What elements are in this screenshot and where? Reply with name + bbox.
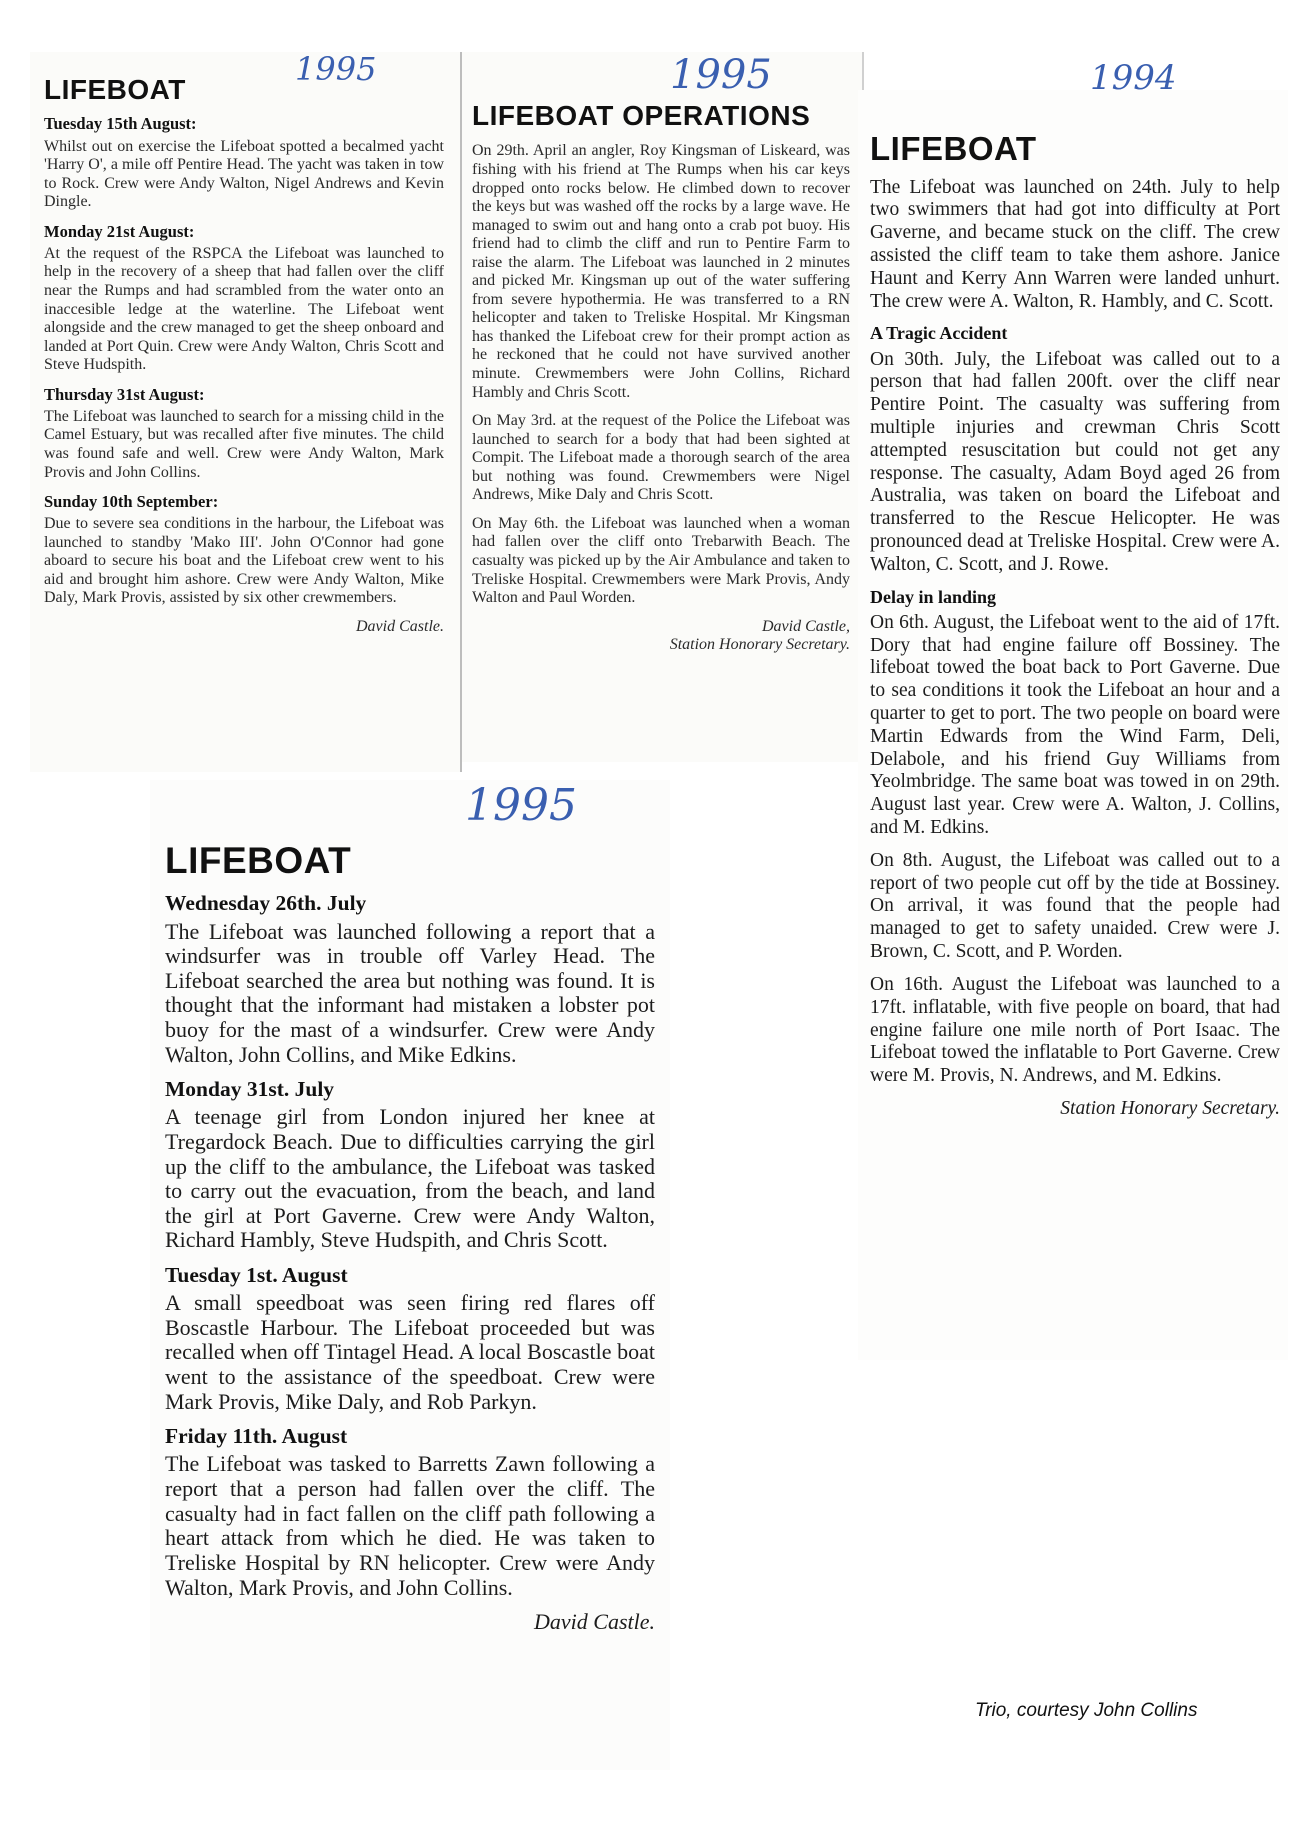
entry-text: On May 6th. the Lifeboat was launched when a woman had fallen over the cliff onto Trebarwith Beach. The casualty was picked up by the Air Ambulance and taken to Treliske Hospital. Crewmembers were Mark Provis, Andy Walton and Paul Worden. [472, 514, 850, 607]
clipping-body [165, 840, 655, 1635]
handwritten-year-note: 1995 [670, 52, 772, 98]
entry-date: Tuesday 15th August: [44, 114, 197, 134]
handwritten-year-note: 1995 [295, 50, 377, 88]
entry-date: Tuesday 1st. August [165, 1263, 348, 1288]
entry-date: Sunday 10th September: [44, 492, 219, 512]
clipping-1994 [858, 90, 1288, 1360]
entry-text: On 29th. April an angler, Roy Kingsman of Liskeard, was fishing with his friend at The Rumps when his car keys dropped onto rocks below. He climbed down to recover the keys but was washed off the rocks by a large wave. He managed to swim out and hang onto a crab pot buoy. His friend had to climb the cliff and run to Pentire Farm to raise the alarm. The Lifeboat was launched in 2 minutes and picked Mr. Kingsman up out of the water suffering from severe hypothermia. He was transferred to a RN helicopter and taken to Treliske Hospital. Mr Kingsman has thanked the Lifeboat crew for their prompt action as he reckoned that he could not have survived another minute. Crewmembers were John Collins, Richard Hambly and Chris Scott. [472, 142, 850, 401]
entry-text: On May 3rd. at the request of the Police the Lifeboat was launched to search for a body that had been sighted at Compit. The Lifeboat made a thorough search of the area but nothing was found. Crewmembers were Nigel Andrews, Mike Daly and Chris Scott. [472, 412, 850, 504]
entry-text: The Lifeboat was launched following a report that a windsurfer was in trouble off Varley Head. The Lifeboat searched the area but nothing was found. It is thought that the informant had mistaken a lobster pot buoy for the mast of a windsurfer. Crew were Andy Walton, John Collins, and Mike Edkins. [165, 918, 655, 1067]
entry-text: At the request of the RSPCA the Lifeboat was launched to help in the recovery of a sheep that had fallen over the cliff near the Rumps and had scrambled from the water onto an inaccesible ledge at the waterline. The Lifeboat went alongside and the crew managed to get the sheep onboard and landed at Port Quin. Crew were Andy Walton, Chris Scott and Steve Hudspith. [44, 244, 444, 374]
entry-text: The Lifeboat was tasked to Barretts Zawn following a report that a person had fallen over the cliff. The casualty had in fact fallen on the cliff path following a heart attack from which he died. He was taken to Treliske Hospital by RN helicopter. Crew were Andy Walton, Mark Provis, and John Collins. [165, 1451, 655, 1600]
clipping-1995-august [30, 52, 462, 772]
clipping-body [44, 74, 444, 636]
section-heading: Delay in landing [870, 586, 997, 607]
clipping-title: LIFEBOAT [165, 840, 352, 881]
entry-text: On 8th. August, the Lifeboat was called out to a report of two people cut off by the tide at Bossiney. On arrival, it was found that the people had managed to get to safety unaided. Crew were J. Brown, C. Scott, and P. Worden. [870, 849, 1280, 963]
handwritten-year-note: 1994 [1090, 58, 1177, 98]
entry-text: A small speedboat was seen firing red flares off Boscastle Harbour. The Lifeboat proceeded but was recalled when off Tintagel Head. A local Boscastle boat went to the assistance of the speedboat. Crew were Mark Provis, Mike Daly, and Rob Parkyn. [165, 1290, 655, 1414]
entry-date: Monday 31st. July [165, 1077, 335, 1102]
entry-text: A teenage girl from London injured her knee at Tregardock Beach. Due to difficulties carrying the girl up the cliff to the ambulance, the Lifeboat was tasked to carry out the evacuation, from the beach, and land the girl at Port Gaverne. Crew were Andy Walton, Richard Hambly, Steve Hudspith, and Chris Scott. [165, 1104, 655, 1253]
entry-date: Wednesday 26th. July [165, 891, 367, 916]
signature: David Castle. [534, 1609, 655, 1635]
entry-text: On 16th. August the Lifeboat was launched to a 17ft. inflatable, with five people on board, that had engine failure one mile north of Port Isaac. The Lifeboat towed the inflatable to Port Gaverne. Crew were M. Provis, N. Andrews, and M. Edkins. [870, 973, 1280, 1087]
entry-text: The Lifeboat was launched to search for a missing child in the Camel Estuary, but was recalled after five minutes. The child was found safe and well. Crew were Andy Walton, Mark Provis and John Collins. [44, 407, 444, 481]
entry-date: Friday 11th. August [165, 1424, 348, 1449]
entry-text: Whilst out on exercise the Lifeboat spotted a becalmed yacht 'Harry O', a mile off Pentire Head. The yacht was taken in tow to Rock. Crew were Andy Walton, Nigel Andrews and Kevin Dingle. [44, 137, 444, 211]
clipping-body [472, 100, 850, 655]
handwritten-year-note: 1995 [465, 780, 577, 831]
clipping-title: LIFEBOAT [870, 130, 1037, 167]
clipping-title: LIFEBOAT OPERATIONS [472, 100, 811, 131]
signature-role: Station Honorary Secretary. [1060, 1097, 1280, 1119]
clipping-title: LIFEBOAT [44, 74, 186, 105]
section-heading: A Tragic Accident [870, 323, 1008, 344]
signature: David Castle. [356, 617, 444, 635]
clipping-lifeboat-operations [462, 52, 864, 762]
clipping-body [870, 130, 1280, 1121]
photo-credit: Trio, courtesy John Collins [975, 1700, 1198, 1721]
signature: David Castle, [762, 617, 850, 635]
clipping-1995-july [150, 780, 670, 1770]
entry-date: Monday 21st August: [44, 221, 195, 241]
entry-text: The Lifeboat was launched on 24th. July to help two swimmers that had got into difficulty at Port Gaverne, and became stuck on the cliff. The crew assisted the cliff team to take them ashore. Janice Haunt and Kerry Ann Warren were landed unhurt. The crew were A. Walton, R. Hambly, and C. Scott. [870, 176, 1280, 312]
entry-text: On 6th. August, the Lifeboat went to the aid of 17ft. Dory that had engine failure off Bossiney. The lifeboat towed the boat back to Port Gaverne. Due to sea conditions it took the Lifeboat an hour and a quarter to get to port. The two people on board were Martin Edwards from the Wind Farm, Deli, Delabole, and his friend Guy Williams from Yeolmbridge. The same boat was towed in on 29th. August last year. Crew were A. Walton, J. Collins, and M. Edkins. [870, 611, 1280, 839]
signature-role: Station Honorary Secretary. [669, 636, 850, 654]
entry-text: Due to severe sea conditions in the harbour, the Lifeboat was launched to standby 'Mako III'. John O'Connor had gone aboard to secure his boat and the Lifeboat crew went to his aid and brought him ashore. Crew were Andy Walton, Mike Daly, Mark Provis, assisted by six other crewmembers. [44, 515, 444, 607]
entry-text: On 30th. July, the Lifeboat was called out to a person that had fallen 200ft. over the cliff near Pentire Point. The casualty was suffering from multiple injuries and crewman Chris Scott attempted resuscitation but could not get any response. The casualty, Adam Boyd aged 26 from Australia, was taken on board the Lifeboat and transferred to the Rescue Helicopter. He was pronounced dead at Treliske Hospital. Crew were A. Walton, C. Scott, and J. Rowe. [870, 348, 1280, 575]
entry-date: Thursday 31st August: [44, 384, 205, 404]
